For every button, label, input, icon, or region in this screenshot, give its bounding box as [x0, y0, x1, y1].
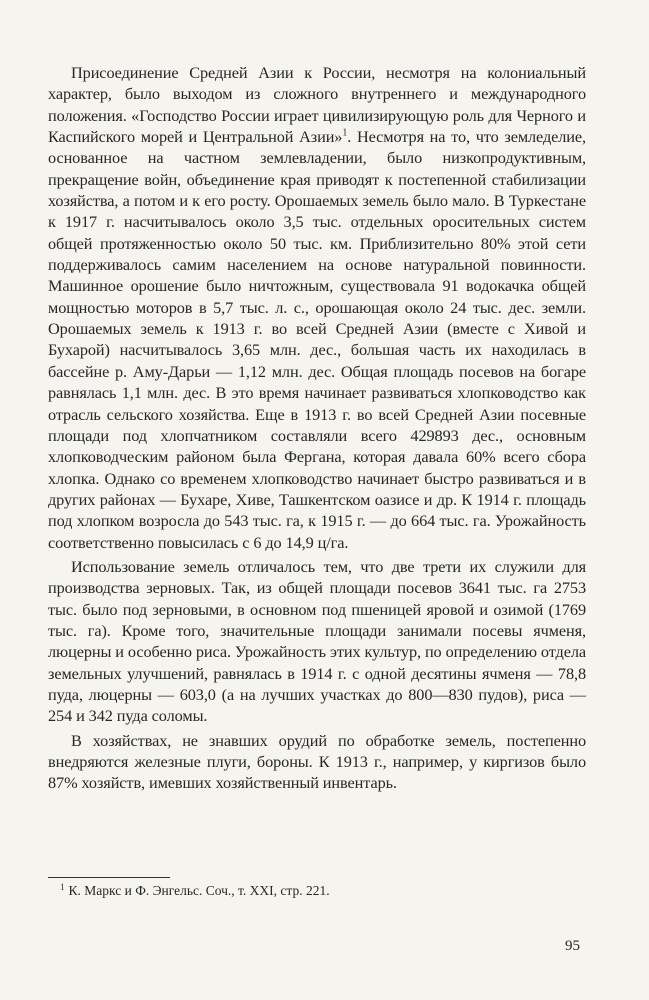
footnote: [60, 882, 580, 900]
paragraph-2: Использование земель отличалось тем, что две трети их служили для производства зерновых. Так, из общей площади посевов 3641 тыс. га 2753 тыс. было под зерновыми, в основном под пшеницей яровой и озимой (1769 тыс. га). Кроме того, значительные площади занимали посевы ячменя, люцерны и особенно риса. Урожайность этих культур, по определению отдела земельных улучшений, равнялась в 1914 г. с одной десятины ячменя — 78,8 пуда, люцерны — 603,0 (а на лучших участках до 800—830 пудов), риса — 254 и 342 пуда соломы.: [48, 556, 586, 726]
footnote-marker: 1: [60, 881, 65, 892]
main-text: [48, 62, 586, 794]
paragraph-1: [48, 62, 586, 553]
paragraph-1-text: Присоединение Средней Азии к России, несмотря на колониальный характер, было выходом из сложного внутреннего и международного положения. «Господство России играет цивилизирующую роль для Черного и Каспийского морей и Центральной Азии»: [48, 63, 586, 147]
paragraph-1-continuation: . Несмотря на то, что земледелие, основанное на частном землевладении, было низкопродуктивным, прекращение войн, объединение края приводят к постепенной стабилизации хозяйства, а потом и к его росту. Орошаемых земель было мало. В Туркестане к 1917 г. насчитывалось около 3,5 тыс. отдельных оросительных систем общей протяженностью около 50 тыс. км. Приблизительно 80% этой сети поддерживалось самим населением на основе натуральной повинности. Машинное орошение было ничтожным, существовала 91 водокачка общей мощностью моторов в 5,7 тыс. л. с., орошающая около 24 тыс. дес. земли. Орошаемых земель к 1913 г. во всей Средней Азии (вместе с Хивой и Бухарой) насчитывалось 3,65 млн. дес., большая часть их находилась в бассейне р. Аму-Дарьи — 1,12 млн. дес. Общая площадь посевов на богаре равнялась 1,1 млн. дес. В это время начинает развиваться хлопководство как отрасль сельского хозяйства. Еще в 1913 г. во всей Средней Азии посевные площади под хлопчатником составляли всего 429893 дес., основным хлопководческим районом была Фергана, которая давала 60% всего сбора хлопка. Однако со временем хлопководство начинает быстро развиваться и в других районах — Бухаре, Хиве, Ташкентском оазисе и др. К 1914 г. площадь под хлопком возросла до 543 тыс. га, к 1915 г. — до 664 тыс. га. Урожайность соответственно повысилась с 6 до 14,9 ц/га.: [48, 127, 586, 552]
footnote-divider: [48, 877, 170, 878]
page-number: 95: [565, 938, 580, 954]
footnote-text: К. Маркс и Ф. Энгельс. Соч., т. XXI, стр. 221.: [68, 883, 330, 898]
paragraph-3: В хозяйствах, не знавших орудий по обработке земель, постепенно внедряются железные плуги, бороны. К 1913 г., например, у киргизов было 87% хозяйств, имевших хозяйственный инвентарь.: [48, 730, 586, 793]
footnote-reference: 1: [342, 127, 348, 139]
